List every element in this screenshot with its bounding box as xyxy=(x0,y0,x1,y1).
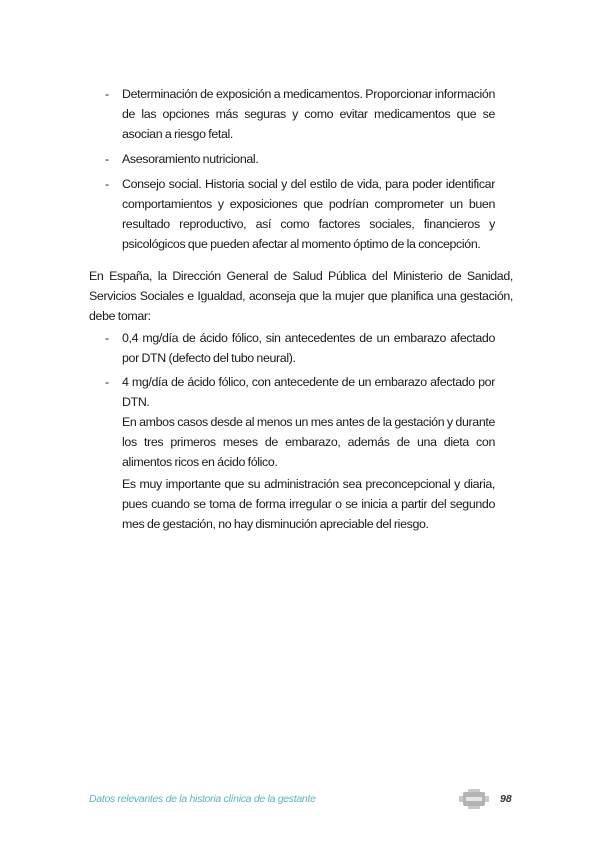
list-dash: - xyxy=(105,152,109,166)
list-item-text: Consejo social. Historia social y del estilo de vida, para poder identificar comportamientos y exposiciones que podrían comprometer un buen resultado reproductivo, así como factores sociales, financieros y psicológicos que pueden afectar al momento óptimo de la concepción. xyxy=(122,177,495,251)
list-item-text: 0,4 mg/día de ácido fólico, sin antecedentes de un embarazo afectado por DTN (defecto del tubo neural). xyxy=(122,331,495,365)
footer-title: Datos relevantes de la historia clínica de la gestante xyxy=(89,793,316,805)
list-item xyxy=(105,84,495,144)
intro-paragraph: En España, la Dirección General de Salud Pública del Ministerio de Sanidad, Servicios Sociales e Igualdad, aconseja que la mujer que planifica una gestación, debe tomar: xyxy=(89,269,513,323)
folic-acid-dosage-list xyxy=(105,328,495,416)
list-item-text: Asesoramiento nutricional. xyxy=(122,152,259,166)
list-item xyxy=(105,372,495,412)
list-dash: - xyxy=(105,87,109,101)
list-item-text: Determinación de exposición a medicamentos. Proporcionar información de las opciones más seguras y como evitar medicamentos que se asocian a riesgo fetal. xyxy=(122,87,495,141)
list-item-text: 4 mg/día de ácido fólico, con antecedente de un embarazo afectado por DTN. xyxy=(122,375,495,409)
list-dash: - xyxy=(105,331,109,345)
page-number: 98 xyxy=(500,793,512,805)
recommendations-list xyxy=(105,84,495,259)
list-item xyxy=(105,174,495,254)
timing-note-paragraph: En ambos casos desde al menos un mes antes de la gestación y durante los tres primeros meses de embarazo, además de una dieta con alimentos ricos en ácido fólico. xyxy=(122,415,495,469)
importance-note-paragraph: Es muy importante que su administración sea preconcepcional y diaria, pues cuando se toma de forma irregular o se inicia a partir del segundo mes de gestación, no hay disminución apreciable del riesgo. xyxy=(122,477,495,531)
list-item xyxy=(105,149,495,169)
health-service-logo-icon xyxy=(459,788,489,810)
list-dash: - xyxy=(105,177,109,191)
list-dash: - xyxy=(105,375,109,389)
list-item xyxy=(105,328,495,368)
